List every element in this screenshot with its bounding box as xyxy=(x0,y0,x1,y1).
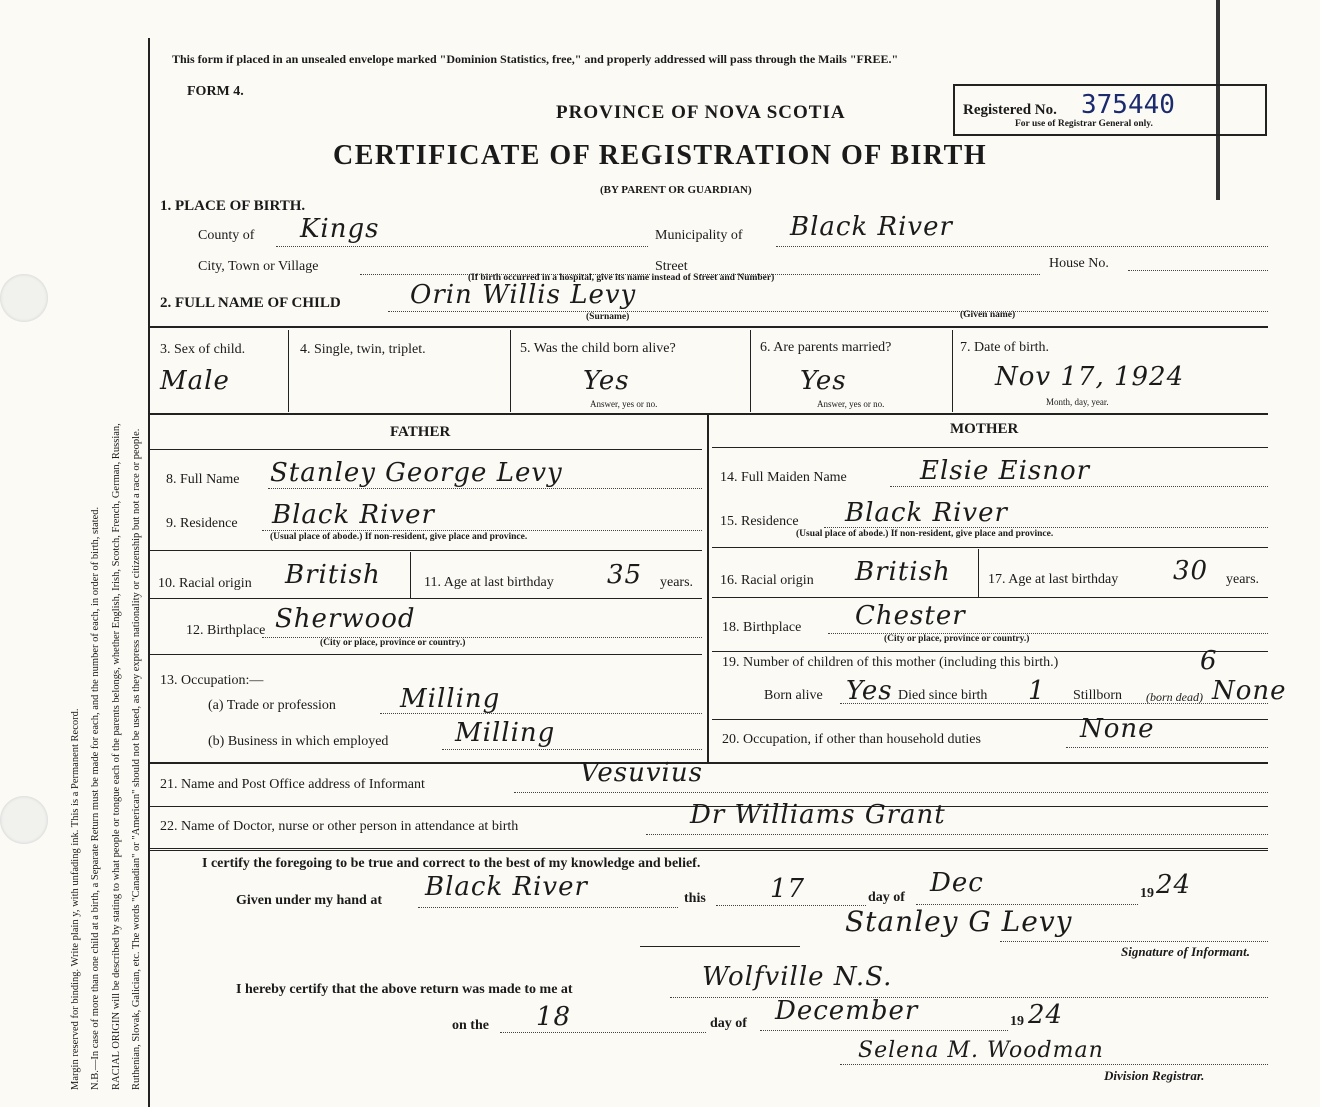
subtitle: (BY PARENT OR GUARDIAN) xyxy=(600,184,752,196)
mother-name-value: Elsie Eisnor xyxy=(920,456,1091,486)
answer-note: Answer, yes or no. xyxy=(817,399,885,409)
mother-birthplace-label: 18. Birthplace xyxy=(722,620,802,635)
dob-value: Nov 17, 1924 xyxy=(995,362,1185,392)
mother-racial-label: 16. Racial origin xyxy=(720,573,814,588)
divider xyxy=(150,413,1268,415)
doctor-label: 22. Name of Doctor, nurse or other person in attendance at birth xyxy=(160,819,519,834)
plurality-label: 4. Single, twin, triplet. xyxy=(300,342,426,357)
sex-label: 3. Sex of child. xyxy=(160,342,246,357)
mother-heading: MOTHER xyxy=(950,421,1019,437)
page-title: CERTIFICATE OF REGISTRATION OF BIRTH xyxy=(333,140,988,171)
child-name-value: Orin Willis Levy xyxy=(410,280,637,310)
children-label: 19. Number of children of this mother (including this birth.) xyxy=(722,655,1059,670)
this-label: this xyxy=(684,891,706,906)
registered-note: For use of Registrar General only. xyxy=(1015,119,1153,129)
surname-note: (Surname) xyxy=(586,312,630,322)
born-alive-answer: Yes xyxy=(583,366,630,396)
father-residence-label: 9. Residence xyxy=(166,516,238,531)
mother-name-label: 14. Full Maiden Name xyxy=(720,470,847,485)
mail-note: This form if placed in an unsealed envelope marked "Dominion Statistics, free," and properly addressed will pass through the Mails "FREE." xyxy=(172,52,899,66)
county-value: Kings xyxy=(300,214,380,244)
father-heading: FATHER xyxy=(390,424,451,440)
county-label: County of xyxy=(198,228,255,243)
trade-value: Milling xyxy=(400,684,501,714)
father-birthplace-label: 12. Birthplace xyxy=(186,623,266,638)
father-residence-value: Black River xyxy=(272,500,435,530)
father-age-value: 35 xyxy=(607,560,643,590)
margin-notes xyxy=(8,0,148,1107)
registrar-year: 24 xyxy=(1028,1000,1064,1030)
residence-note: (Usual place of abode.) If non-resident, give place and province. xyxy=(270,532,528,542)
children-value: 6 xyxy=(1200,646,1218,676)
place-of-birth-label: 1. PLACE OF BIRTH. xyxy=(160,198,306,214)
father-name-label: 8. Full Name xyxy=(166,472,240,487)
mother-racial-value: British xyxy=(855,557,951,587)
mother-occupation-value: None xyxy=(1080,714,1155,744)
punch-hole xyxy=(0,796,48,844)
stillborn-note: (born dead) xyxy=(1146,690,1203,704)
house-label: House No. xyxy=(1049,256,1109,271)
margin-note: Margin reserved for binding. Write plain y, with unfading ink. This is a Permanent Record. xyxy=(70,708,81,1090)
dob-note: Month, day, year. xyxy=(1046,397,1109,407)
margin-note: N.B.—In case of more than one child at a birth, a Separate Return must be made for each, and the number of each, in order of birth, stated. xyxy=(90,506,101,1090)
stillborn-value: None xyxy=(1212,676,1287,706)
died-label: Died since birth xyxy=(898,688,988,703)
punch-hole xyxy=(0,274,48,322)
birthplace-note: (City or place, province or country.) xyxy=(320,638,466,648)
day-of-label: day of xyxy=(868,890,905,905)
cert-day: 17 xyxy=(770,874,806,904)
registrar-statement: I hereby certify that the above return was made to me at xyxy=(236,982,573,997)
margin-rule xyxy=(148,38,150,1107)
day-of-label: day of xyxy=(710,1016,747,1031)
answer-note: Answer, yes or no. xyxy=(590,399,658,409)
registered-box xyxy=(953,84,1267,136)
divider xyxy=(150,326,1268,328)
father-racial-value: British xyxy=(285,560,381,590)
residence-note: (Usual place of abode.) If non-resident, give place and province. xyxy=(796,529,1054,539)
on-the-label: on the xyxy=(452,1018,489,1033)
informant-value: Vesuvius xyxy=(580,758,703,788)
mother-age-label: 17. Age at last birthday xyxy=(988,572,1119,587)
divider xyxy=(150,848,1268,851)
died-value: 1 xyxy=(1028,676,1046,706)
dob-label: 7. Date of birth. xyxy=(960,340,1050,355)
informant-label: 21. Name and Post Office address of Informant xyxy=(160,777,425,792)
sex-value: Male xyxy=(160,366,230,396)
mother-occupation-label: 20. Occupation, if other than household duties xyxy=(722,732,981,747)
cert-month: Dec xyxy=(930,868,984,898)
occupation-label: 13. Occupation:— xyxy=(160,673,264,688)
trade-label: (a) Trade or profession xyxy=(208,698,336,713)
mother-residence-value: Black River xyxy=(845,498,1008,528)
certify-statement: I certify the foregoing to be true and correct to the best of my knowledge and belief. xyxy=(202,856,701,871)
registrar-label: Division Registrar. xyxy=(1104,1068,1205,1083)
margin-note: Ruthenian, Slovak, Galician, etc. The words "Canadian" or "American" should not be used, as they express nationality or citizenship but not a race or people. xyxy=(131,428,142,1090)
parents-married-answer: Yes xyxy=(800,366,847,396)
city-label: City, Town or Village xyxy=(198,259,319,274)
year-prefix: 19 xyxy=(1010,1014,1024,1029)
signature-label: Signature of Informant. xyxy=(1121,944,1250,959)
column-divider xyxy=(707,415,709,762)
mother-residence-label: 15. Residence xyxy=(720,514,799,529)
born-alive-label: Born alive xyxy=(764,688,823,703)
child-name-label: 2. FULL NAME OF CHILD xyxy=(160,295,341,311)
father-name-value: Stanley George Levy xyxy=(270,458,563,488)
doctor-value: Dr Williams Grant xyxy=(690,800,946,830)
years-label: years. xyxy=(660,575,694,590)
informant-signature: Stanley G Levy xyxy=(845,905,1073,938)
municipality-label: Municipality of xyxy=(655,228,743,243)
margin-note: RACIAL ORIGIN will be described by stating to what people or tongue each of the parents belongs, whether English, Irish, Scotch, French, German, Russian, xyxy=(111,423,122,1090)
hospital-note: (If birth occurred in a hospital, give its name instead of Street and Number) xyxy=(468,273,775,283)
stillborn-label: Stillborn xyxy=(1073,688,1123,703)
born-alive-value: Yes xyxy=(846,676,893,706)
registrar-signature: Selena M. Woodman xyxy=(858,1038,1104,1063)
registered-number: 375440 xyxy=(1081,90,1175,120)
province-title: PROVINCE OF NOVA SCOTIA xyxy=(556,102,846,123)
years-label: years. xyxy=(1226,572,1260,587)
parents-married-question: 6. Are parents married? xyxy=(760,340,892,355)
business-label: (b) Business in which employed xyxy=(208,734,389,749)
divider xyxy=(150,762,1268,764)
father-racial-label: 10. Racial origin xyxy=(158,576,252,591)
registrar-month: December xyxy=(775,996,919,1026)
given-place: Black River xyxy=(425,872,588,902)
father-birthplace-value: Sherwood xyxy=(275,604,416,634)
given-label: Given under my hand at xyxy=(236,893,382,908)
municipality-value: Black River xyxy=(790,212,953,242)
registrar-place: Wolfville N.S. xyxy=(702,962,893,992)
mother-birthplace-value: Chester xyxy=(855,601,966,631)
year-prefix: 19 xyxy=(1140,886,1154,901)
given-name-note: (Given name) xyxy=(960,310,1016,320)
registrar-day: 18 xyxy=(536,1002,572,1032)
street-label: Street xyxy=(655,259,688,274)
born-alive-question: 5. Was the child born alive? xyxy=(520,341,676,356)
business-value: Milling xyxy=(455,718,556,748)
cert-year: 24 xyxy=(1156,870,1192,900)
mother-age-value: 30 xyxy=(1173,556,1209,586)
father-age-label: 11. Age at last birthday xyxy=(424,575,554,590)
form-number: FORM 4. xyxy=(187,84,244,99)
birthplace-note: (City or place, province or country.) xyxy=(884,634,1030,644)
registered-label: Registered No. xyxy=(963,102,1057,118)
